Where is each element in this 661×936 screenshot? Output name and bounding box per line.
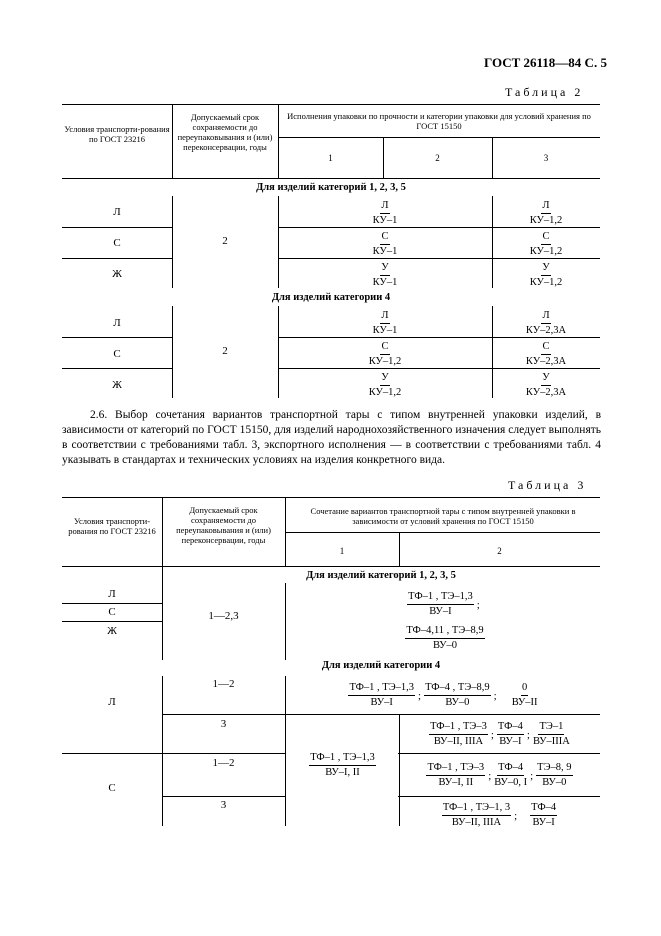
t2-cat1-r2-c3: $\frac{С}{КУ-1,2}$ <box>529 231 563 257</box>
t2-cat1-cond: Л <box>113 206 121 218</box>
t2-sub2: 2 <box>435 153 440 163</box>
t2-cat2-cond: Л <box>113 317 121 329</box>
t3-col3-header: Сочетание вариантов транспортной тары с типом внутренней упаковки в зависимости от условий хранения по ГОСТ 15150 <box>310 506 576 526</box>
t3-L-cond: Л <box>108 696 116 708</box>
t2-col3-header: Исполнения упаковки по прочности и категории упаковки для условий хранения по ГОСТ 15150 <box>287 111 591 131</box>
t2-cat1-r2-c2: $\frac{С}{КУ-1}$ <box>372 231 398 257</box>
t2-cat1-r1-c2: $\frac{Л}{КУ-1}$ <box>372 200 398 226</box>
t2-cat2-r3-c3: $\frac{У}{КУ-2,3А}$ <box>525 372 567 398</box>
t3-L1-formulas: $\frac{ТФ-1 , ТЭ-1,3}{ВУ-I}$ ; $\frac{ТФ-4 , ТЭ-8,9}{ВУ-0}$ ; $\frac{0}{ВУ-II}$ <box>349 682 538 708</box>
t2-col1-header: Условия транспорти-рования по ГОСТ 23216 <box>64 124 170 144</box>
table3-caption: Таблица 3 <box>508 478 587 492</box>
t3-sub2: 2 <box>497 546 502 556</box>
t2-cat1-cond: Ж <box>112 268 122 280</box>
t2-sub3: 3 <box>543 153 549 163</box>
t2-cat2-r3-c2: $\frac{У}{КУ-1,2}$ <box>368 372 402 398</box>
t2-cat2-r1-c3: $\frac{Л}{КУ-2,3А}$ <box>525 310 567 336</box>
t3-C2-formulas: $\frac{ТФ-1 , ТЭ-1, 3}{\text{ВУ–II, IIIА}}$ ; $\frac{ТФ-4}{ВУ-I}$ <box>442 802 557 828</box>
t2-cat2-years: 2 <box>222 345 228 357</box>
t2-cat1-r3-c3: $\frac{У}{КУ-1,2}$ <box>529 262 563 288</box>
t3-cat1-cond: Л <box>108 588 116 600</box>
t2-cat1-label: Для изделий категорий 1, 2, 3, 5 <box>256 182 406 193</box>
paragraph-2-6: 2.6. Выбор сочетания вариантов транспортной тары с типом внутренней упаковки изделий, в зависимости от категорий по ГОСТ 15150, для изделий народнохозяйственного изначения следует выполнять в соответствии с требованиями табл. 3, экспортного исполнения — в соответствии с требованиями табл. 4 указывать в стандартах и технических условиях на изделия конкретного вида. <box>62 409 601 466</box>
t2-cat2-label: Для изделий категории 4 <box>271 292 391 303</box>
table2-caption: Таблица 2 <box>505 85 584 99</box>
t3-cat1-cond: Ж <box>107 625 117 637</box>
t3-col1-header: Условия транспорти-рования по ГОСТ 23216 <box>68 516 156 536</box>
t2-cat1-r3-c2: $\frac{У}{КУ-1}$ <box>372 262 398 288</box>
t2-cat2-r1-c2: $\frac{Л}{КУ-1}$ <box>372 310 398 336</box>
t3-C-cond: С <box>108 782 116 794</box>
t2-cat2-r2-c2: $\frac{С}{КУ-1,2}$ <box>368 341 402 367</box>
t3-L2-years: 3 <box>220 718 227 730</box>
t3-cat1-label: Для изделий категорий 1, 2, 3, 5 <box>306 570 456 581</box>
t3-C2-years: 3 <box>220 799 227 811</box>
t3-cat2-label: Для изделий категории 4 <box>321 660 441 671</box>
t2-col2-header: Допускаемый срок сохраняемости до переупаковывания и (или) переконсервации, годы <box>177 112 273 152</box>
t2-cat1-cond: С <box>113 237 121 249</box>
t2-cat1-years: 2 <box>222 235 228 247</box>
page-header: ГОСТ 26118—84 С. 5 <box>484 55 607 70</box>
t3-col2-header: Допускаемый срок сохраняемости до переупаковывания и (или) переконсервации, годы <box>176 505 271 545</box>
t3-C-col1-formula: $\frac{ТФ-1 , ТЭ-1,3}{ВУ-I, II}$ <box>310 752 375 778</box>
t2-cat2-r2-c3: $\frac{С}{КУ-2,3А}$ <box>525 341 567 367</box>
t2-cat2-cond: С <box>113 348 121 360</box>
t3-cat1-f1: $\frac{ТФ-1 , ТЭ-1,3}{ВУ-I}$ <box>408 591 473 617</box>
t3-cat1-f2: $\frac{ТФ-4,11 , ТЭ-8,9}{ВУ-0}$ <box>406 625 484 651</box>
t3-sub1: 1 <box>339 546 345 556</box>
t3-C1-years: 1—2 <box>212 757 235 769</box>
t3-C1-formulas: $\frac{ТФ-1 , ТЭ-3}{ВУ-I, II}$ ; $\frac{ТФ-4}{ВУ-0, I}$ ; $\frac{ТЭ-8, 9}{ВУ-0}$ <box>427 762 572 788</box>
t3-cat1-cond: С <box>108 606 116 618</box>
t2-cat1-r1-c3: $\frac{Л}{КУ-1,2}$ <box>529 200 563 226</box>
t3-cat1-years: 1—2,3 <box>208 610 239 622</box>
t3-L1-years: 1—2 <box>212 678 235 690</box>
t3-L2-formulas: $\frac{ТФ-1 , ТЭ-3}{\text{ВУ–II, IIIА}}$ ; $\frac{ТФ-4}{ВУ-I}$ ; $\frac{ТЭ-1}{\text{ВУ–IIIА}}$ <box>430 721 570 747</box>
t2-cat2-cond: Ж <box>112 379 122 391</box>
t2-sub1: 1 <box>328 153 333 163</box>
